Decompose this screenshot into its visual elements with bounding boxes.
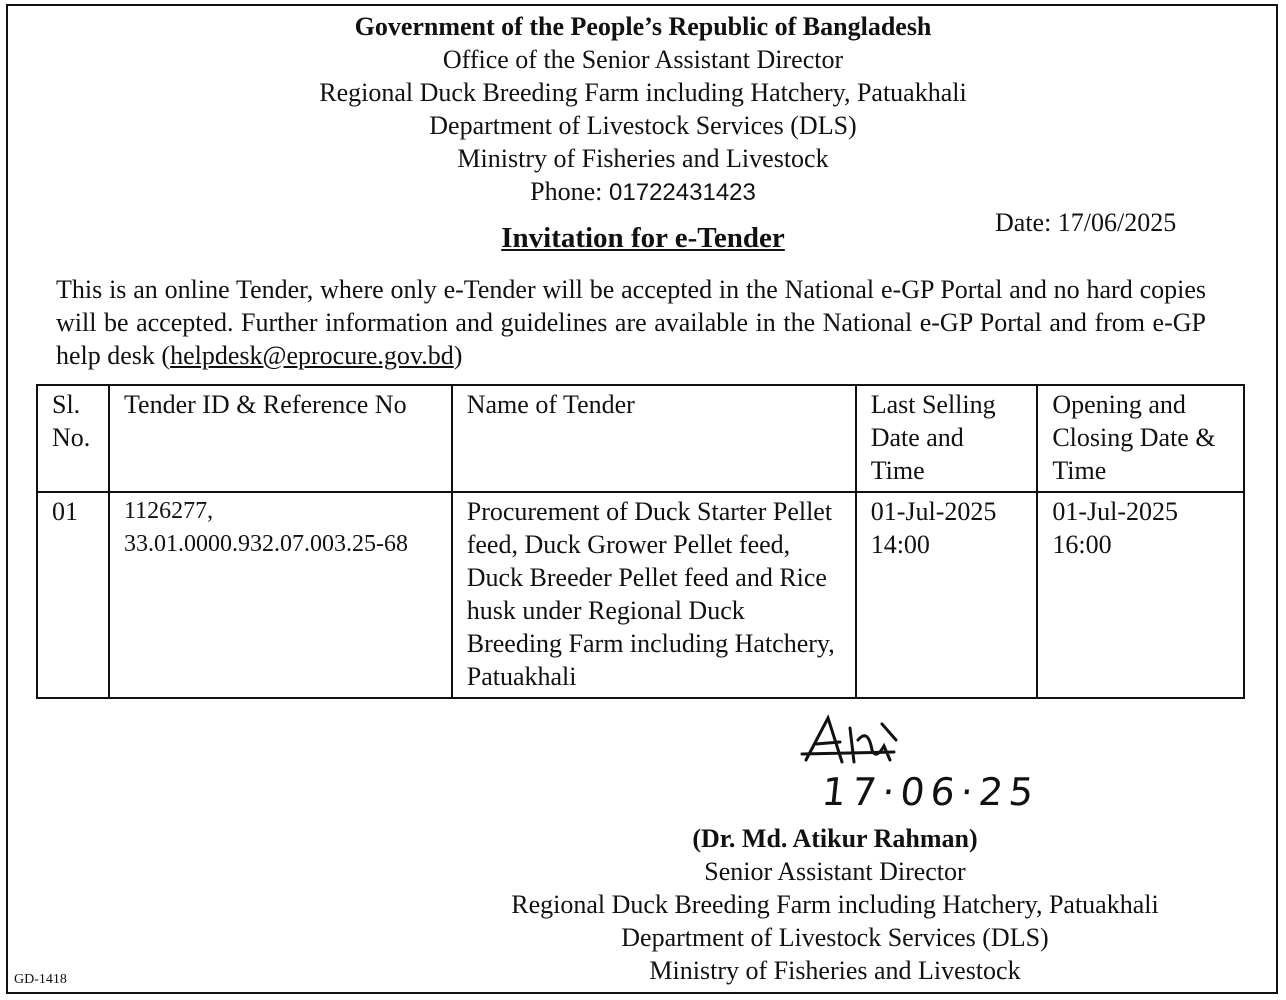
government-line: Government of the People’s Republic of Bangladesh xyxy=(354,12,932,41)
opening-date: 01-Jul-2025 xyxy=(1052,497,1179,526)
table-row xyxy=(37,492,1244,698)
signatory-office: Regional Duck Breeding Farm including Hatchery, Patuakhali xyxy=(511,890,1159,919)
signatory-department: Department of Livestock Services (DLS) xyxy=(621,923,1049,952)
cell-sl-no: 01 xyxy=(37,492,109,698)
signatory-block xyxy=(460,822,1210,987)
table-header-row xyxy=(37,385,1244,492)
header-opening-closing: Opening and Closing Date & Time xyxy=(1037,385,1244,492)
cell-name-of-tender: Procurement of Duck Starter Pellet feed, Duck Grower Pellet feed, Duck Breeder Pellet feed and Rice husk under Regional Duck Breeding Farm including Hatchery, Patuakhali xyxy=(452,492,856,698)
intro-paragraph xyxy=(56,273,1206,372)
signatory-name: (Dr. Md. Atikur Rahman) xyxy=(692,824,978,853)
phone-number: 01722431423 xyxy=(609,179,756,206)
opening-time: 16:00 xyxy=(1052,530,1112,559)
header-name-of-tender: Name of Tender xyxy=(452,385,856,492)
header-tender-id: Tender ID & Reference No xyxy=(109,385,452,492)
intro-text: This is an online Tender, where only e-Tender will be accepted in the National e-GP Portal and no hard copies will be accepted. Further information and guidelines are available in the National e-GP Portal and from e-GP help desk ( xyxy=(56,275,1206,370)
header-last-selling: Last Selling Date and Time xyxy=(856,385,1038,492)
farm-line: Regional Duck Breeding Farm including Hatchery, Patuakhali xyxy=(319,78,967,107)
helpdesk-email-link[interactable]: helpdesk@eprocure.gov.bd xyxy=(170,341,454,370)
department-line: Department of Livestock Services (DLS) xyxy=(429,111,857,140)
notice-date: Date: 17/06/2025 xyxy=(995,208,1177,237)
signatory-designation: Senior Assistant Director xyxy=(704,857,966,886)
title-text: Invitation for e-Tender xyxy=(501,222,785,254)
handwritten-signature xyxy=(798,710,908,776)
signature-date: 17·06·25 xyxy=(819,770,1042,814)
last-selling-date: 01-Jul-2025 xyxy=(870,497,997,526)
letterhead xyxy=(0,10,1286,209)
cell-opening-closing xyxy=(1037,492,1244,698)
header-sl-no: Sl. No. xyxy=(37,385,109,492)
phone-label: Phone: xyxy=(530,177,603,206)
gd-number: GD-1418 xyxy=(14,972,67,987)
reference-no: 33.01.0000.932.07.003.25-68 xyxy=(123,531,408,557)
tender-table xyxy=(36,384,1245,699)
signatory-ministry: Ministry of Fisheries and Livestock xyxy=(649,956,1021,985)
last-selling-time: 14:00 xyxy=(870,530,930,559)
intro-closing: ) xyxy=(453,341,463,370)
office-line: Office of the Senior Assistant Director xyxy=(442,45,844,74)
cell-tender-id xyxy=(109,492,452,698)
page-title xyxy=(0,222,1286,255)
tender-id: 1126277, xyxy=(123,498,214,524)
cell-last-selling xyxy=(856,492,1038,698)
ministry-line: Ministry of Fisheries and Livestock xyxy=(457,144,829,173)
phone-line xyxy=(0,175,1286,209)
